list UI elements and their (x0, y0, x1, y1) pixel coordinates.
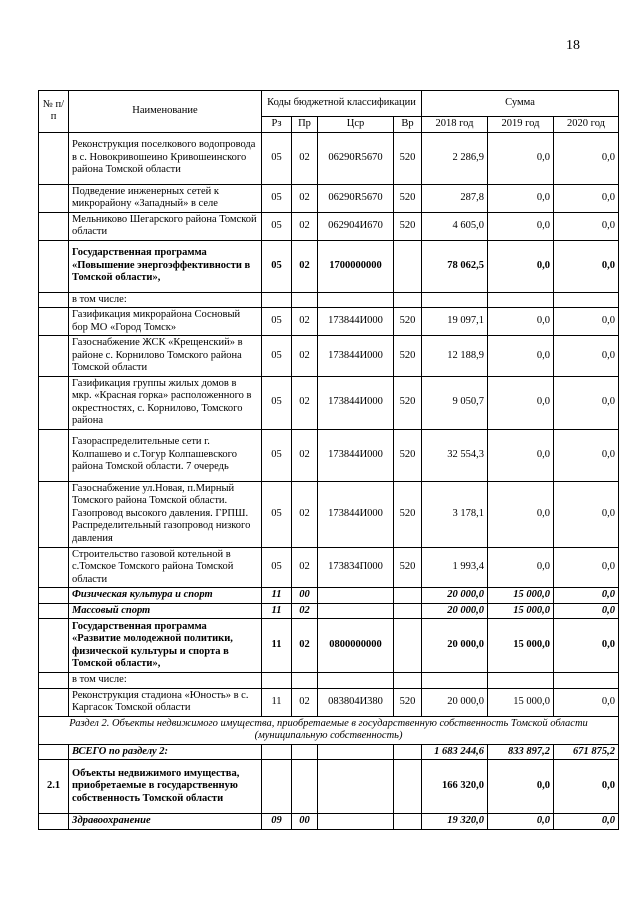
row-csr (318, 673, 394, 689)
row-name: ВСЕГО по разделу 2: (69, 744, 262, 760)
row-2019: 0,0 (488, 240, 554, 292)
row-2019: 0,0 (488, 184, 554, 212)
row-num (39, 619, 69, 673)
row-rz: 05 (262, 481, 292, 547)
row-2019: 0,0 (488, 481, 554, 547)
row-vr: 520 (394, 429, 422, 481)
row-pr: 00 (292, 588, 318, 604)
row-pr: 02 (292, 603, 318, 619)
row-2018: 19 097,1 (422, 308, 488, 336)
row-2020: 0,0 (554, 240, 619, 292)
table-row (39, 588, 619, 604)
row-2018: 20 000,0 (422, 588, 488, 604)
row-rz: 05 (262, 184, 292, 212)
row-csr: 173844И000 (318, 336, 394, 377)
row-name: Массовый спорт (69, 603, 262, 619)
row-2019: 15 000,0 (488, 619, 554, 673)
section-row (39, 716, 619, 744)
row-2020: 671 875,2 (554, 744, 619, 760)
table-row (39, 212, 619, 240)
row-vr: 520 (394, 376, 422, 429)
row-vr (394, 744, 422, 760)
row-2019 (488, 292, 554, 308)
table-row (39, 673, 619, 689)
row-name: Объекты недвижимого имущества, приобретаемые в государственную собственность Томской области (69, 760, 262, 814)
row-2020: 0,0 (554, 619, 619, 673)
row-2018: 19 320,0 (422, 814, 488, 830)
row-pr: 00 (292, 814, 318, 830)
table-row (39, 336, 619, 377)
row-csr (318, 814, 394, 830)
row-num (39, 429, 69, 481)
table-row (39, 744, 619, 760)
row-rz: 11 (262, 688, 292, 716)
row-2018: 287,8 (422, 184, 488, 212)
row-pr (292, 292, 318, 308)
row-pr: 02 (292, 429, 318, 481)
header-vr: Вр (394, 117, 422, 133)
row-vr (394, 814, 422, 830)
row-vr (394, 760, 422, 814)
row-2019: 0,0 (488, 429, 554, 481)
header-name: Наименование (69, 91, 262, 133)
table-row (39, 240, 619, 292)
row-2018: 78 062,5 (422, 240, 488, 292)
row-2018 (422, 292, 488, 308)
row-rz: 11 (262, 603, 292, 619)
row-2018: 2 286,9 (422, 132, 488, 184)
row-2019: 833 897,2 (488, 744, 554, 760)
row-vr: 520 (394, 547, 422, 588)
row-rz: 05 (262, 429, 292, 481)
header-rz: Рз (262, 117, 292, 133)
row-csr (318, 603, 394, 619)
row-2019: 0,0 (488, 376, 554, 429)
table-row (39, 292, 619, 308)
row-csr: 06290R5670 (318, 184, 394, 212)
row-csr (318, 292, 394, 308)
table-row (39, 814, 619, 830)
row-csr: 173844И000 (318, 308, 394, 336)
row-2019: 0,0 (488, 760, 554, 814)
row-name: Газоснабжение ул.Новая, п.Мирный Томского района Томской области. Газопровод высокого давления. ГРПШ. Распределительный газопровод низкого давления (69, 481, 262, 547)
table-row (39, 481, 619, 547)
row-csr (318, 744, 394, 760)
row-name: Газификация микрорайона Сосновый бор МО «Город Томск» (69, 308, 262, 336)
table-row (39, 376, 619, 429)
section-title: Раздел 2. Объекты недвижимого имущества, приобретаемые в государственную собственность Томской области (муниципальную собственность) (39, 716, 619, 744)
row-vr: 520 (394, 132, 422, 184)
row-pr: 02 (292, 336, 318, 377)
row-csr: 0800000000 (318, 619, 394, 673)
row-name: Газификация группы жилых домов в мкр. «Красная горка» расположенного в окрестностях, с. Корнилово, Томского района (69, 376, 262, 429)
header-pr: Пр (292, 117, 318, 133)
row-csr (318, 588, 394, 604)
row-2020: 0,0 (554, 429, 619, 481)
row-vr: 520 (394, 481, 422, 547)
row-rz: 09 (262, 814, 292, 830)
row-csr: 083804И380 (318, 688, 394, 716)
row-csr: 062904И670 (318, 212, 394, 240)
row-csr: 1700000000 (318, 240, 394, 292)
row-csr: 06290R5670 (318, 132, 394, 184)
page-number: 18 (566, 38, 580, 53)
table-row (39, 547, 619, 588)
row-rz: 05 (262, 376, 292, 429)
row-2018: 3 178,1 (422, 481, 488, 547)
row-name: Здравоохранение (69, 814, 262, 830)
row-2019: 15 000,0 (488, 688, 554, 716)
row-num (39, 132, 69, 184)
row-2020: 0,0 (554, 212, 619, 240)
table-row (39, 132, 619, 184)
row-pr (292, 673, 318, 689)
row-name: в том числе: (69, 292, 262, 308)
row-rz: 05 (262, 212, 292, 240)
row-rz: 05 (262, 308, 292, 336)
row-rz: 11 (262, 619, 292, 673)
row-num (39, 744, 69, 760)
row-vr: 520 (394, 212, 422, 240)
header-2018: 2018 год (422, 117, 488, 133)
row-name: в том числе: (69, 673, 262, 689)
row-num (39, 376, 69, 429)
row-rz (262, 673, 292, 689)
row-vr (394, 588, 422, 604)
row-2019: 0,0 (488, 308, 554, 336)
row-pr (292, 744, 318, 760)
row-rz: 05 (262, 240, 292, 292)
table-row (39, 760, 619, 814)
row-2019: 0,0 (488, 212, 554, 240)
row-rz: 05 (262, 336, 292, 377)
row-2018: 4 605,0 (422, 212, 488, 240)
row-name: Газоснабжение ЖСК «Крещенский» в районе с. Корнилово Томского района Томской области (69, 336, 262, 377)
row-2019: 0,0 (488, 547, 554, 588)
row-name: Физическая культура и спорт (69, 588, 262, 604)
row-csr: 173834П000 (318, 547, 394, 588)
row-name: Государственная программа «Повышение энергоэффективности в Томской области», (69, 240, 262, 292)
row-pr: 02 (292, 132, 318, 184)
row-pr: 02 (292, 619, 318, 673)
header-2020: 2020 год (554, 117, 619, 133)
row-vr: 520 (394, 184, 422, 212)
row-2019: 0,0 (488, 336, 554, 377)
row-2020: 0,0 (554, 376, 619, 429)
row-2018: 9 050,7 (422, 376, 488, 429)
row-rz (262, 760, 292, 814)
row-vr: 520 (394, 308, 422, 336)
row-name: Подведение инженерных сетей к микрорайону «Западный» в селе (69, 184, 262, 212)
row-csr: 173844И000 (318, 481, 394, 547)
row-num (39, 673, 69, 689)
row-2020: 0,0 (554, 184, 619, 212)
row-num (39, 336, 69, 377)
row-vr (394, 673, 422, 689)
row-vr: 520 (394, 688, 422, 716)
row-2020: 0,0 (554, 336, 619, 377)
row-2018: 20 000,0 (422, 688, 488, 716)
row-2018: 1 993,4 (422, 547, 488, 588)
row-num (39, 212, 69, 240)
row-num (39, 184, 69, 212)
row-2020: 0,0 (554, 481, 619, 547)
row-2020: 0,0 (554, 308, 619, 336)
row-vr (394, 240, 422, 292)
row-2019: 15 000,0 (488, 603, 554, 619)
table-row (39, 308, 619, 336)
row-2020: 0,0 (554, 588, 619, 604)
row-rz (262, 744, 292, 760)
row-num (39, 240, 69, 292)
row-2020: 0,0 (554, 132, 619, 184)
row-2020: 0,0 (554, 547, 619, 588)
row-csr: 173844И000 (318, 376, 394, 429)
header-csr: Цср (318, 117, 394, 133)
row-2019 (488, 673, 554, 689)
row-num (39, 481, 69, 547)
header-num: № п/п (39, 91, 69, 133)
row-pr: 02 (292, 308, 318, 336)
row-2020: 0,0 (554, 814, 619, 830)
row-num (39, 308, 69, 336)
table-row (39, 603, 619, 619)
row-name: Мельниково Шегарского района Томской области (69, 212, 262, 240)
row-pr: 02 (292, 688, 318, 716)
row-2018: 166 320,0 (422, 760, 488, 814)
table-row (39, 688, 619, 716)
row-2018: 20 000,0 (422, 619, 488, 673)
row-rz: 05 (262, 132, 292, 184)
row-num (39, 688, 69, 716)
row-pr: 02 (292, 481, 318, 547)
row-num (39, 603, 69, 619)
row-name: Реконструкция стадиона «Юность» в с. Каргасок Томской области (69, 688, 262, 716)
row-vr (394, 292, 422, 308)
row-2019: 15 000,0 (488, 588, 554, 604)
row-pr: 02 (292, 376, 318, 429)
row-2018: 1 683 244,6 (422, 744, 488, 760)
row-2020: 0,0 (554, 603, 619, 619)
row-pr: 02 (292, 240, 318, 292)
row-vr: 520 (394, 336, 422, 377)
row-2018 (422, 673, 488, 689)
row-vr (394, 619, 422, 673)
row-2020 (554, 292, 619, 308)
row-2018: 20 000,0 (422, 603, 488, 619)
row-2018: 32 554,3 (422, 429, 488, 481)
row-csr: 173844И000 (318, 429, 394, 481)
row-name: Газораспределительные сети г. Колпашево и с.Тогур Колпашевского района Томской области. 7 очередь (69, 429, 262, 481)
row-rz (262, 292, 292, 308)
row-2019: 0,0 (488, 132, 554, 184)
header-codes: Коды бюджетной классификации (262, 91, 422, 117)
row-pr: 02 (292, 212, 318, 240)
row-name: Реконструкция поселкового водопровода в с. Новокривошеино Кривошеинского района Томской области (69, 132, 262, 184)
row-2020: 0,0 (554, 688, 619, 716)
row-rz: 05 (262, 547, 292, 588)
header-2019: 2019 год (488, 117, 554, 133)
row-num: 2.1 (39, 760, 69, 814)
budget-table (38, 90, 619, 830)
row-csr (318, 760, 394, 814)
row-pr: 02 (292, 184, 318, 212)
table-row (39, 184, 619, 212)
row-2020: 0,0 (554, 760, 619, 814)
row-num (39, 588, 69, 604)
row-name: Строительство газовой котельной в с.Томское Томского района Томской области (69, 547, 262, 588)
table-row (39, 429, 619, 481)
row-num (39, 292, 69, 308)
table-row (39, 619, 619, 673)
row-num (39, 814, 69, 830)
row-name: Государственная программа «Развитие молодежной политики, физической культуры и спорта в Томской области», (69, 619, 262, 673)
row-rz: 11 (262, 588, 292, 604)
row-num (39, 547, 69, 588)
row-2020 (554, 673, 619, 689)
row-2018: 12 188,9 (422, 336, 488, 377)
row-pr: 02 (292, 547, 318, 588)
row-pr (292, 760, 318, 814)
row-vr (394, 603, 422, 619)
row-2019: 0,0 (488, 814, 554, 830)
header-sum: Сумма (422, 91, 619, 117)
